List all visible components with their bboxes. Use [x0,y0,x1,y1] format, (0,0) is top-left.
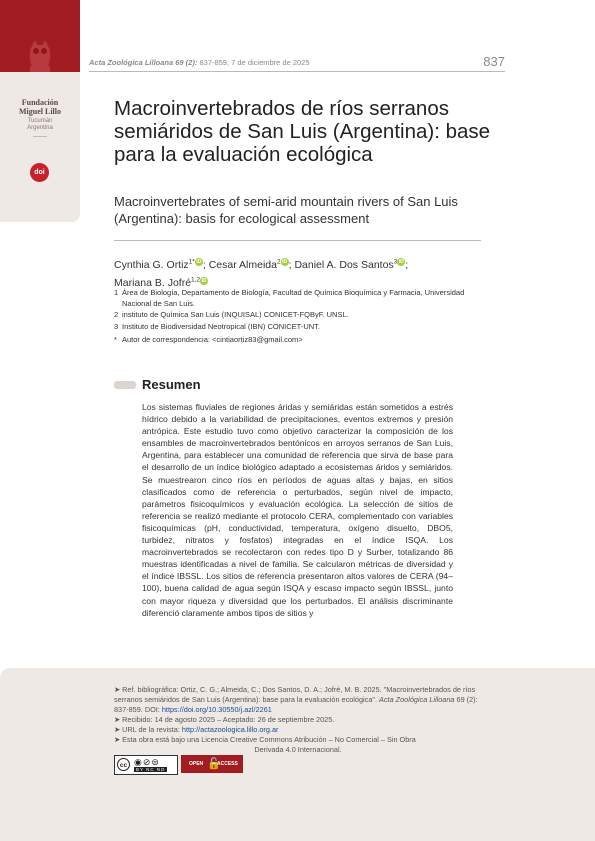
orcid-icon[interactable]: iD [282,259,288,265]
sidebar-panel [0,0,80,222]
author: Daniel A. Dos Santos$^3$ iD ; [294,258,409,271]
institution-city: Tucumán [27,118,53,124]
received-line: ➤ Recibido: 14 de agosto 2025 – Aceptado: 26 de septiembre 2025. [114,715,335,724]
owl-logo-icon [22,36,58,72]
author: Cesar Almeida$^2$ iD ; [208,258,295,271]
cc-icon: cc [117,758,130,771]
institution-name-line2: Miguel Lillo [19,107,61,116]
journal-url-line: ➤ URL de la revista: http://actazoologica.lillo.org.ar [114,725,279,734]
section-marker [114,381,136,389]
header-pages-date: 837-859, 7 de diciembre de 2025 [197,58,310,67]
institution-country: Argentina [27,125,53,131]
page-number: 837 [483,54,505,69]
header-journal: Acta Zoológica Lilloana 69 (2): [89,58,198,67]
affiliation-2: 2 instituto de Química San Luis (INQUISAL) CONICET-FQByF. UNSL. [114,310,349,319]
author: Cynthia G. Ortiz$^{1*}$ iD ; [114,258,209,271]
cc-attribution-icons: ◉⊘⊜ [134,757,160,767]
cc-terms-label: BY NC ND [136,767,166,772]
institution-name-line1: Fundación [21,98,59,107]
abstract-heading: Resumen [142,377,201,392]
footer-citation [114,685,482,755]
sidebar-divider [33,136,47,137]
orcid-icon[interactable]: iD [398,259,404,265]
sidebar-brand-band [0,0,80,72]
citation-line: ➤ Ref. bibliográfica: Ortiz, C. G.; Almeida, C.; Dos Santos, D. A.; Jofré, M. B. 2025. "Macroinvertebrados de ríos serranos semiáridos de San Luis (Argentina): base para la evaluación ecológica". Acta Zoológica Lilloana 69 (2): 837-859. DOI: https://doi.org/10.30550/j.azl/2261 [114,685,478,714]
doi-link[interactable]: https://doi.org/10.30550/j.azl/2261 [161,705,272,714]
title-english: Macroinvertebrates of semi-arid mountain rivers of San Luis (Argentina): basis for ecological assessment [114,194,458,226]
author: Mariana B. Jofré$^{1,2}$ iD [114,276,207,289]
author-list [114,254,494,291]
header-divider [89,71,505,72]
license-line: ➤ Esta obra está bajo una Licencia Creative Commons Atribución – No Comercial – Sin Obra [114,735,416,744]
open-lock-icon: 🔓 [207,758,221,770]
doi-badge-icon[interactable]: doi [30,163,49,182]
affiliation-3: 3 Instituto de Biodiversidad Neotropical (IBN) CONICET-UNT. [114,322,320,331]
abstract-text: Los sistemas fluviales de regiones áridas y semiáridas están sometidos a estrés hídrico debido a la variabilidad de precipitaciones, eventos extremos y presión antrópica. Este estudio tuvo como objetivo caracterizar la composición de los ensambles de macroinvertebrados bentónicos en arroyos serranos de San Luis, Argentina, para establecer una comunidad de referencia que sirva de base para el desarrollo de un índice biológico adaptado a ecosistemas áridos y semiáridos. Se muestrearon cinco ríos en períodos de aguas altas y bajas, en sitios clasificados como de referencia o perturbados, según nivel de impacto, parámetros fisicoquímicos y evaluación ecológica. La selección de sitios de referencia se realizó mediante el protocolo CERA, complementado con variables fisicoquímicas (pH, conductividad, temperatura, oxígeno disuelto, DBO5, turbidez, nitratos y fosfatos) integradas en el índice ISQA. Los macroinvertebrados se recolectaron con redes tipo D y Surber, totalizando 86 muestras identificadas a nivel de familia. Se calcularon métricas de diversidad y el índice IBSSL. Los sitios de referencia presentaron altos valores de CERA (94–100), buena calidad de agua según ISQA y escaso impacto según IBSSL, junto con mayor riqueza y diversidad que los perturbados. El análisis discriminante diferenció claramente ambos tipos de sitios y [142,402,453,618]
affiliation-corresponding: * Autor de correspondencia: <cintiaortiz83@gmail.com> [114,335,303,344]
title-divider [114,240,481,241]
orcid-icon[interactable]: iD [196,259,202,265]
open-access-badge[interactable]: OPEN 🔓 ACCESS [181,755,243,773]
orcid-icon[interactable]: iD [201,277,207,284]
title-spanish: Macroinvertebrados de ríos serranos semiáridos de San Luis (Argentina): base para la evaluación ecológica [114,97,491,166]
running-header [89,58,505,67]
license-line-2: Derivada 4.0 Internacional. [254,745,342,754]
journal-url-link[interactable]: http://actazoologica.lillo.org.ar [181,725,279,734]
affiliation-1: 1 Área de Biología, Departamento de Biología, Facultad de Química Bioquímica y Farmacia, Universidad Nacional de San Luis. [114,288,465,308]
cc-license-badge[interactable] [114,755,178,775]
